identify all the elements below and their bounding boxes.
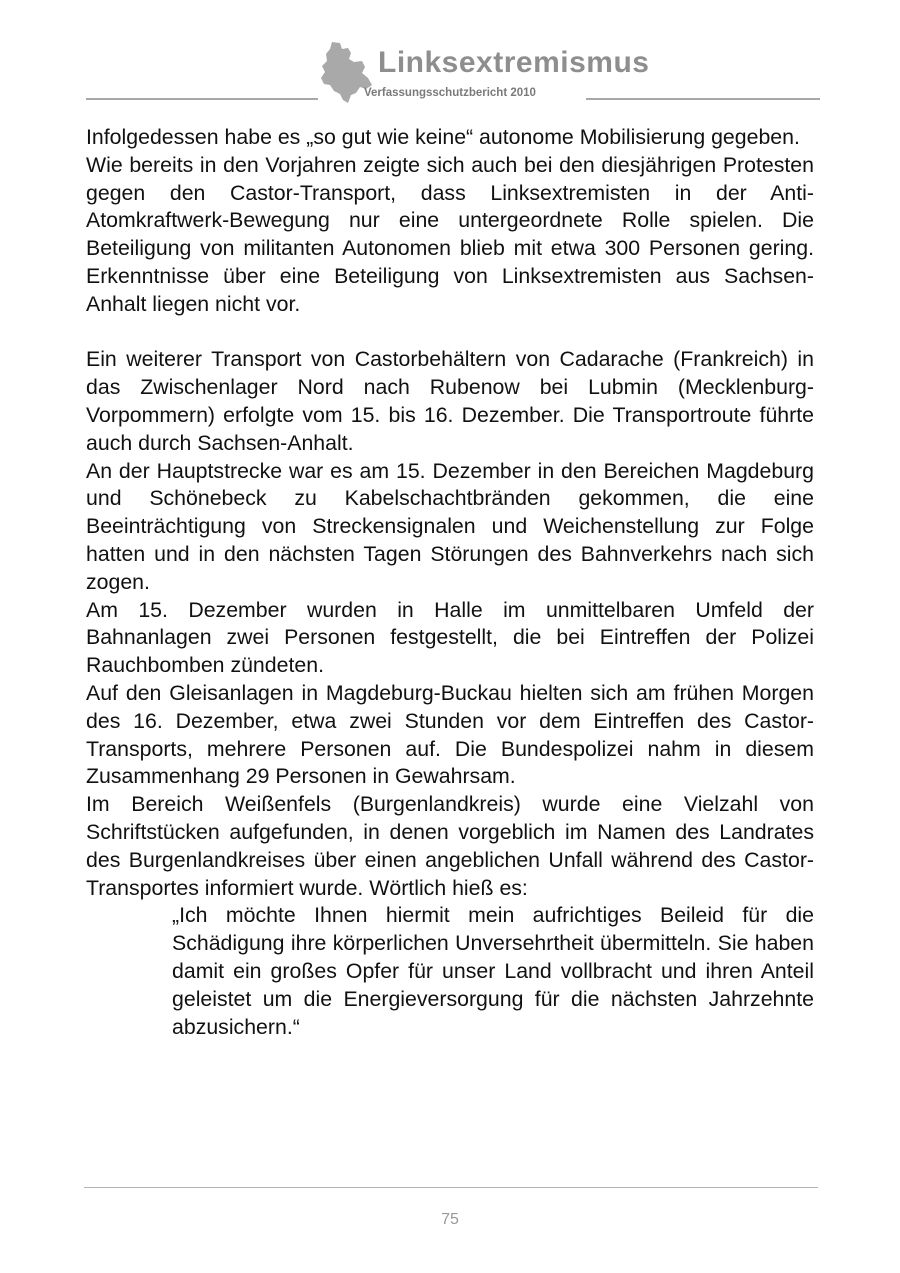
- header-rule-left: [86, 98, 318, 100]
- paragraph: Wie bereits in den Vorjahren zeigte sich auch bei den diesjährigen Protesten gegen den Castor-Transport, dass Linksextremisten in der Anti-Atomkraftwerk-Bewegung nur eine untergeordnete Rolle spielen. Die Beteiligung von militanten Autonomen blieb mit etwa 300 Personen gering. Erkenntnisse über eine Beteiligung von Linksextremisten aus Sachsen-Anhalt liegen nicht vor.: [86, 152, 814, 316]
- block-quote: „Ich möchte Ihnen hiermit mein aufrichtiges Beileid für die Schädigung ihre körperlichen Unversehrtheit übermitteln. Sie haben damit ein großes Opfer für unser Land vollbracht und ihren Anteil geleistet um die Energieversorgung für die nächsten Jahrzehnte abzusichern.“: [172, 903, 814, 1039]
- paragraph: Auf den Gleisanlagen in Magdeburg-Buckau hielten sich am frühen Morgen des 16. Dezember, etwa zwei Stunden vor dem Eintreffen des Castor-Transports, mehrere Personen auf. Die Bundespolizei nahm in diesem Zusammenhang 29 Personen in Gewahrsam.: [86, 680, 814, 789]
- header-title: Linksextremismus: [378, 46, 650, 79]
- footer-rule: [84, 1187, 818, 1188]
- page-number: 75: [441, 1211, 459, 1228]
- paragraph: An der Hauptstrecke war es am 15. Dezember in den Bereichen Magdeburg und Schönebeck zu Kabelschachtbränden gekommen, die eine Beeinträchtigung von Streckensignalen und Weichenstellung zur Folge hatten und in den nächsten Tagen Störungen des Bahnverkehrs nach sich zogen.: [86, 458, 814, 594]
- paragraph: Infolgedessen habe es „so gut wie keine“ autonome Mobilisierung gegeben.: [86, 125, 800, 149]
- header-subtitle: Verfassungsschutzbericht 2010: [364, 87, 536, 99]
- paragraph: Am 15. Dezember wurden in Halle im unmittelbaren Umfeld der Bahnanlagen zwei Personen festgestellt, die bei Eintreffen der Polizei Rauchbomben zündeten.: [86, 597, 814, 678]
- page-header: [0, 0, 900, 110]
- paragraph: Ein weiterer Transport von Castorbehältern von Cadarache (Frankreich) in das Zwischenlager Nord nach Rubenow bei Lubmin (Mecklenburg-Vorpommern) erfolgte vom 15. bis 16. Dezember. Die Transportroute führte auch durch Sachsen-Anhalt.: [86, 347, 814, 455]
- paragraph: Im Bereich Weißenfels (Burgenlandkreis) wurde eine Vielzahl von Schriftstücken aufgefunden, in denen vorgeblich im Namen des Landrates des Burgenlandkreises über einen angeblichen Unfall während des Castor-Transportes informiert wurde. Wörtlich hieß es:: [86, 792, 814, 900]
- body-text: [86, 124, 814, 1041]
- header-rule-right: [586, 98, 820, 100]
